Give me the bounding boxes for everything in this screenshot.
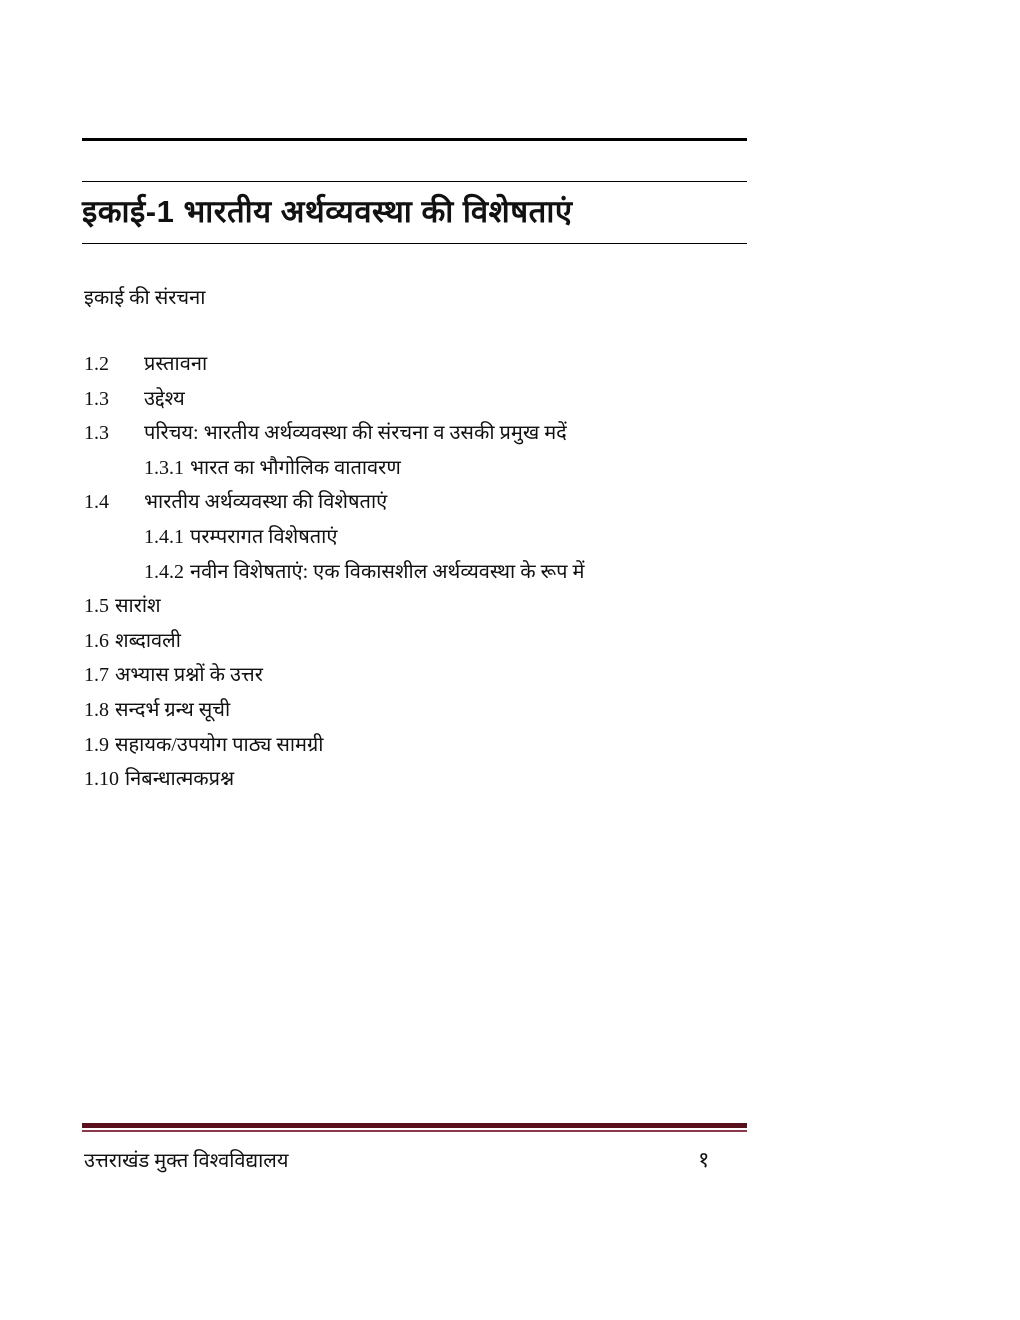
toc-item	[84, 765, 584, 800]
unit-title: इकाई-1 भारतीय अर्थव्यवस्था की विशेषताएं	[82, 194, 573, 229]
toc-item	[84, 627, 584, 662]
toc-item-number: 1.4.2	[144, 560, 184, 583]
toc-item-text: भारतीय अर्थव्यवस्था की विशेषताएं	[144, 491, 388, 514]
toc-item-number: 1.3	[84, 422, 109, 445]
toc-item-text: सारांश	[115, 595, 161, 618]
title-top-rule	[82, 181, 747, 182]
page-number: १	[698, 1147, 710, 1172]
toc-item	[84, 350, 584, 385]
toc-item-number: 1.3.1	[144, 456, 184, 479]
toc-item-text: शब्दावली	[115, 629, 181, 652]
top-thick-rule	[82, 138, 747, 141]
toc-item-number: 1.10	[84, 768, 119, 791]
toc-item-text: परिचय: भारतीय अर्थव्यवस्था की संरचना व उसकी प्रमुख मदें	[144, 422, 567, 445]
toc-item-number: 1.2	[84, 353, 109, 375]
toc-item-text: सन्दर्भ ग्रन्थ सूची	[115, 698, 231, 721]
toc-item-text: उद्देश्य	[144, 387, 185, 410]
toc-item-number: 1.9	[84, 733, 109, 756]
toc-item	[84, 385, 584, 420]
footer-thick-rule	[82, 1123, 747, 1128]
toc-item-text: सहायक/उपयोग पाठ्य सामग्री	[115, 733, 324, 756]
toc-item-number: 1.8	[84, 698, 109, 721]
toc-item-text: प्रस्तावना	[144, 353, 208, 375]
toc-item-text: अभ्यास प्रश्नों के उत्तर	[115, 664, 263, 687]
toc-item-number: 1.3	[84, 387, 109, 410]
toc-item	[84, 696, 584, 731]
toc-item-text: निबन्धात्मकप्रश्न	[125, 768, 235, 791]
toc-item	[84, 731, 584, 766]
toc-item	[84, 661, 584, 696]
toc-item-number: 1.6	[84, 629, 109, 652]
toc-item-text: परम्परागत विशेषताएं	[190, 525, 338, 548]
title-bottom-rule	[82, 243, 747, 244]
toc-item-text: नवीन विशेषताएं: एक विकासशील अर्थव्यवस्था के रूप में	[190, 560, 585, 583]
toc-item	[84, 592, 584, 627]
toc-item	[84, 419, 584, 454]
unit-structure-heading: इकाई की संरचना	[84, 287, 206, 309]
toc-item-number: 1.5	[84, 595, 109, 618]
toc-item	[84, 558, 584, 593]
toc-item-number: 1.4.1	[144, 525, 184, 548]
toc-item-text: भारत का भौगोलिक वातावरण	[190, 456, 401, 479]
footer-institution: उत्तराखंड मुक्त विश्वविद्यालय	[84, 1150, 289, 1172]
toc-item	[84, 488, 584, 523]
toc-item	[84, 454, 584, 489]
footer-thin-rule	[82, 1130, 747, 1132]
toc-item	[84, 523, 584, 558]
table-of-contents	[84, 350, 584, 800]
toc-item-number: 1.7	[84, 664, 109, 687]
toc-item-number: 1.4	[84, 491, 109, 514]
